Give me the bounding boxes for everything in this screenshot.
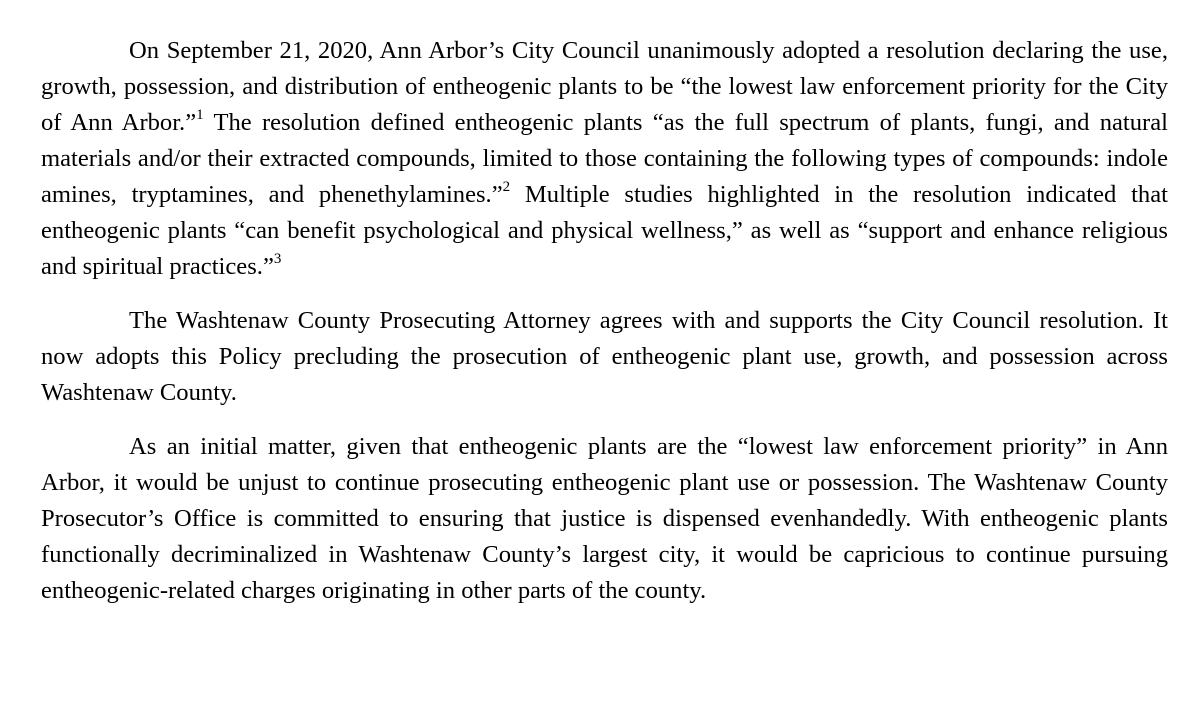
paragraph-text: The Washtenaw County Prosecuting Attorney agrees with and supports the City Council resolution. It now adopts this Policy precluding the prosecution of entheogenic plant use, growth, and possession across Washtenaw County. bbox=[41, 307, 1168, 406]
paragraph-text: On September 21, 2020, Ann Arbor’s City Council unanimously adopted a resolution declaring the use, growth, possession, and distribution of entheogenic plants to be “the lowest law enforcement priority for the City of Ann Arbor.” bbox=[41, 37, 1168, 136]
footnote-ref-2: 2 bbox=[502, 178, 511, 195]
paragraph-resolution bbox=[41, 33, 1168, 285]
footnote-ref-1: 1 bbox=[196, 106, 204, 123]
paragraph-prosecutor-support bbox=[41, 303, 1168, 411]
document-page bbox=[41, 33, 1168, 627]
paragraph-initial-matter bbox=[41, 429, 1168, 609]
paragraph-text: Multiple studies highlighted in the resolution indicated that entheogenic plants “can benefit psychological and physical wellness,” as well as “support and enhance religious and spiritual practices.” bbox=[41, 181, 1168, 280]
footnote-ref-3: 3 bbox=[273, 250, 282, 267]
paragraph-text: As an initial matter, given that entheogenic plants are the “lowest law enforcement priority” in Ann Arbor, it would be unjust to continue prosecuting entheogenic plant use or possession. The Washtenaw County Prosecutor’s Office is committed to ensuring that justice is dispensed evenhandedly. With entheogenic plants functionally decriminalized in Washtenaw County’s largest city, it would be capricious to continue pursuing entheogenic-related charges originating in other parts of the county. bbox=[41, 433, 1168, 604]
paragraph-text: The resolution defined entheogenic plants “as the full spectrum of plants, fungi, and natural materials and/or their extracted compounds, limited to those containing the following types of compounds: indole amines, tryptamines, and phenethylamines.” bbox=[41, 109, 1168, 208]
